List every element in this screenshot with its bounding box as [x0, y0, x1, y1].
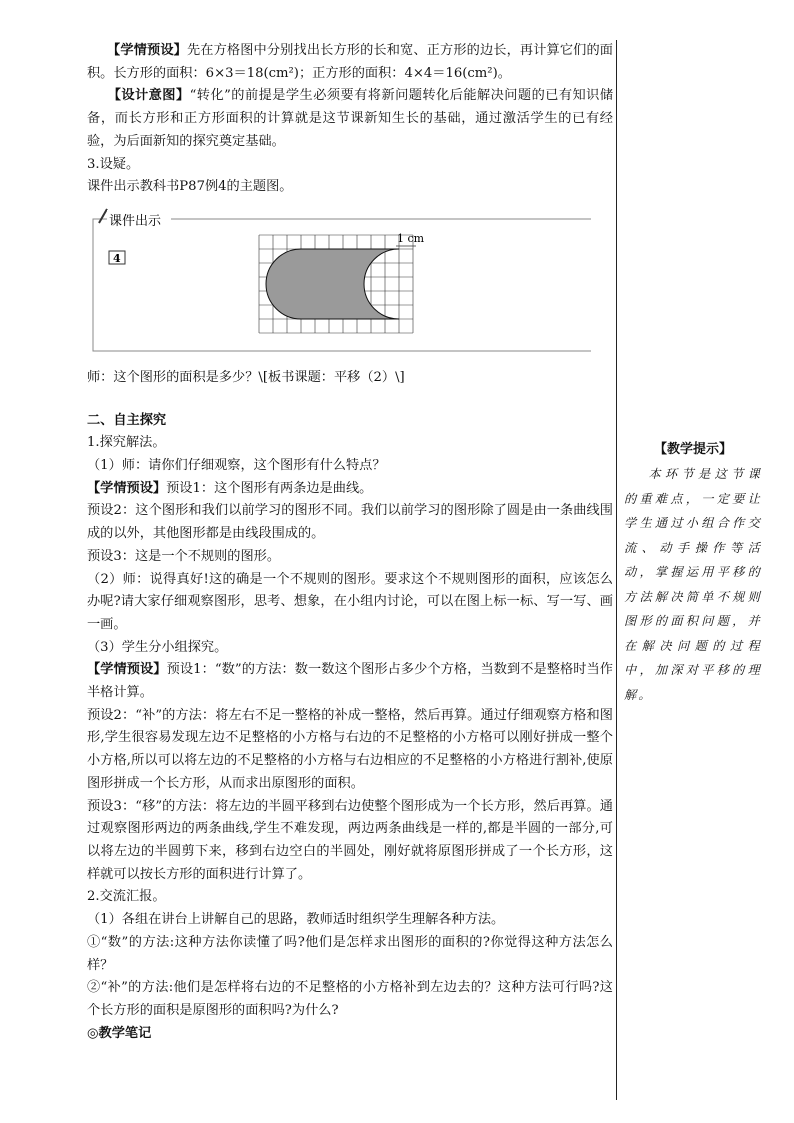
margin-divider-line — [616, 40, 617, 1100]
sidebar-text: 本环节是这节课的重难点，一定要让学生通过小组合作交流、动手操作等活动，掌握运用平移的方法解决简单不规则图形的面积问题，并在解决问题的过程中，加深对平移的理解。 — [624, 467, 762, 702]
item-3-description: 课件出示教科书P87例4的主题图。 — [87, 179, 293, 195]
preset-2: 预设2：这个图形和我们以前学习的图形不同。我们以前学习的图形除了圆是由一条曲线围成的以外，其他图形都是由线段围成的。 — [87, 503, 613, 542]
report-1: （1）各组在讲台上讲解自己的思路，教师适时组织学生理解各种方法。 — [87, 912, 505, 928]
design-intent-paragraph — [87, 85, 613, 153]
preset-tag-2: 【学情预设】 — [87, 480, 167, 496]
preset-b3: 预设3：“移”的方法：将左边的半圆平移到右边使整个图形成为一个长方形，然后再算。通过观察图形两边的两条曲线,学生不难发现，两边两条曲线是一样的,都是半圆的一部分,可以将左边的半圆剪下来，移到右边空白的半圆处，刚好就将原图形拼成了一个长方形，这样就可以按长方形的面积进行计算了。 — [87, 798, 613, 882]
teaching-tip-sidebar — [624, 440, 762, 707]
courseware-figure — [91, 205, 591, 355]
preset-tag-3: 【学情预设】 — [87, 662, 167, 678]
pen-icon — [99, 209, 107, 223]
question-3: （3）学生分小组探究。 — [87, 639, 228, 655]
preset-b2: 预设2：“补”的方法：将左右不足一整格的补成一整格，然后再算。通过仔细观察方格和图形,学生很容易发现左边不足整格的小方格与右边的不足整格的小方格可以刚好拼成一整个小方格,所以可以将左边的不足整格的小方格与右边相应的不足整格的小方格进行割补,使原图形拼成一个长方形，从而求出原图形的面积。 — [87, 707, 613, 791]
unit-label: 1 cm — [397, 231, 425, 245]
preset-text: 先在方格图中分别找出长方形的长和宽、正方形的边长，再计算它们的面积。长方形的面积：6×3＝18(cm²)；正方形的面积：4×4＝16(cm²)。 — [87, 43, 613, 81]
teaching-notes-heading: ◎教学笔记 — [87, 1025, 152, 1041]
sidebar-title: 【教学提示】 — [653, 442, 732, 457]
shaded-shape — [266, 249, 399, 319]
example-number: 4 — [113, 251, 121, 265]
design-intent-tag: 【设计意图】 — [114, 88, 190, 104]
teacher-question: 师：这个图形的面积是多少？\[板书课题：平移（2）\] — [87, 369, 405, 385]
courseware-label: 课件出示 — [109, 213, 162, 229]
report-3: ②“补”的方法:他们是怎样将右边的不足整格的小方格补到左边去的？这种方法可行吗?这个长方形的面积是原图形的面积吗?为什么? — [87, 980, 613, 1018]
figure-svg — [91, 205, 591, 355]
preset-3: 预设3：这是一个不规则的图形。 — [87, 548, 281, 564]
question-1: （1）师：请你们仔细观察，这个图形有什么特点？ — [87, 458, 386, 474]
report-2: ①“数”的方法:这种方法你读懂了吗?他们是怎样求出图形的面积的?你觉得这种方法怎么样？ — [87, 934, 613, 973]
step-2-heading: 2.交流汇报。 — [87, 889, 166, 905]
section-two-heading: 二、自主探究 — [87, 412, 167, 428]
item-3-heading: 3.设疑。 — [87, 156, 140, 172]
preset-b1-line — [87, 659, 613, 704]
preset-1: 预设1：这个图形有两条边是曲线。 — [166, 480, 373, 496]
design-intent-text: “转化”的前提是学生必须要有将新问题转化后能解决问题的已有知识储备，而长方形和正方形面积的计算就是这节课新知生长的基础，通过激活学生的已有经验，为后面新知的探究奠定基础。 — [87, 88, 614, 149]
step-1-heading: 1.探究解法。 — [87, 435, 166, 451]
preset-1-line — [87, 478, 613, 501]
preset-b1: 预设1：“数”的方法：数一数这个图形占多少个方格，当数到不是整格时当作半格计算。 — [87, 662, 613, 701]
learning-preset-paragraph — [87, 40, 613, 85]
preset-tag: 【学情预设】 — [113, 43, 187, 58]
question-2: （2）师：说得真好!这的确是一个不规则的图形。要求这个不规则图形的面积，应该怎么办呢?请大家仔细观察图形，思考、想象，在小组内讨论，可以在图上标一标、写一写、画一画。 — [87, 571, 613, 632]
main-column — [87, 40, 613, 1045]
